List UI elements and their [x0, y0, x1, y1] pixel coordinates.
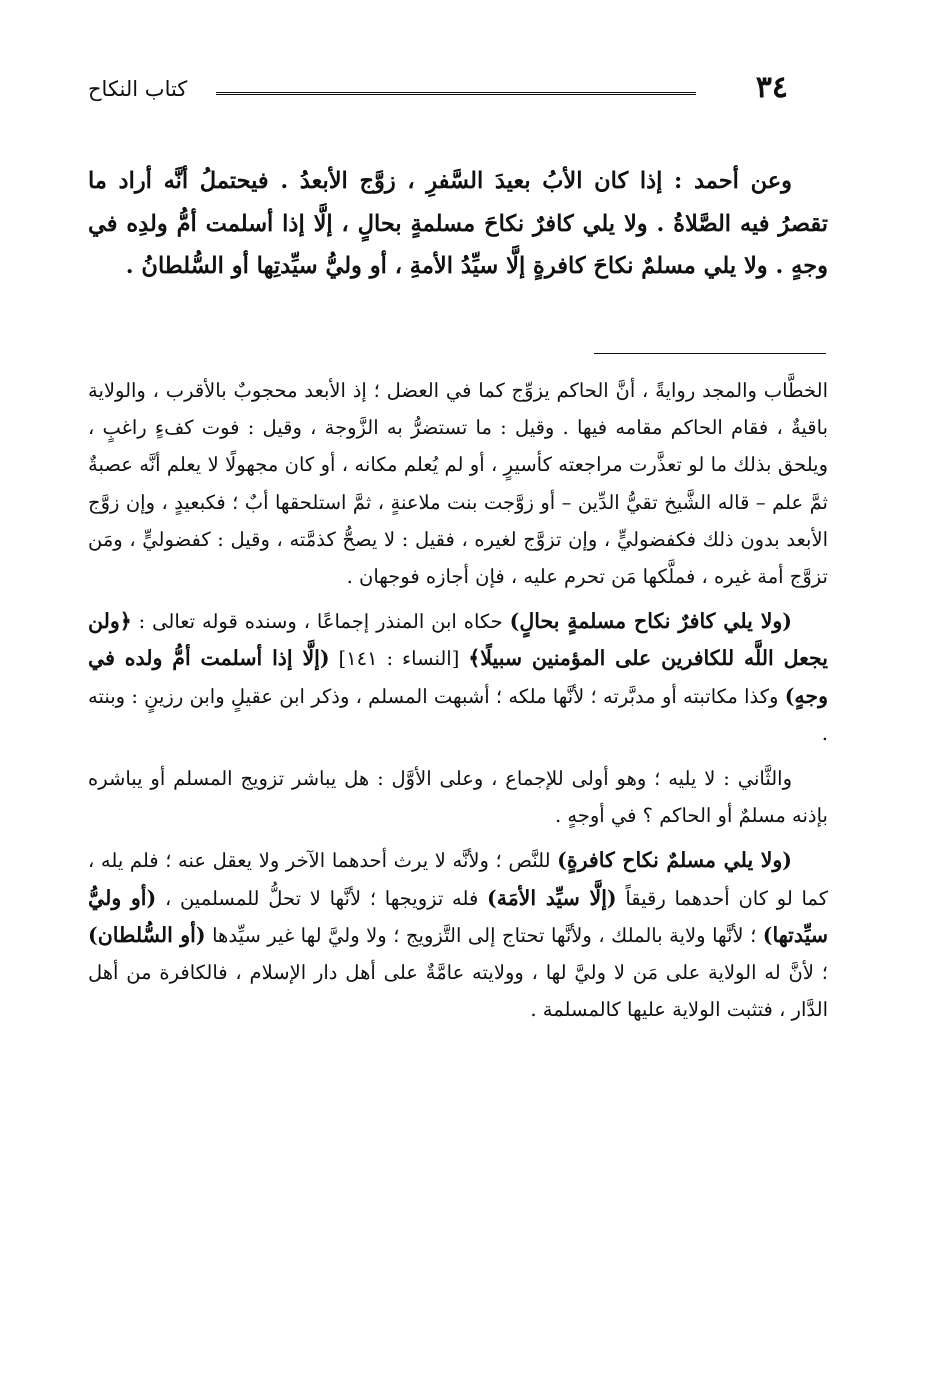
quoted-matn: (ولا يلي مسلمٌ نكاح كافرةٍ) — [557, 848, 792, 873]
quoted-matn: (أو السُّلطان) — [88, 922, 206, 947]
commentary-text: الخطَّاب والمجد روايةً ، أنَّ الحاكم يزوِّج كما في العضل ؛ إذ الأبعد محجوبٌ بالأقرب ، والولاية باقيةٌ ، فقام الحاكم مقامه فيها . وقيل : ما تستضرُّ به الزَّوجة ، وقيل : فوت كفءٍ راغبٍ ، ويلحق بذلك ما لو تعذَّرت مراجعته كأسيرٍ ، أو لم يُعلم مكانه ، أو كان مجهولًا لا يعلم أنَّه عصبةٌ ثمَّ علم – قاله الشَّيخ تقيُّ الدِّين – أو زوَّجت بنت ملاعنةٍ ، ثمَّ استلحقها أبٌ ؛ فكبعيدٍ ، وإن زوَّج الأبعد بدون ذلك فكفضوليٍّ ، وإن تزوَّج لغيره ، فقيل : لا يصحُّ كذمَّته ، وقيل : كفضوليٍّ ، ومَن تزوَّج أمة غيره ، فملَّكها مَن تحرم عليه ، فإن أجازه فوجهان . — [88, 379, 828, 589]
commentary-paragraph — [88, 760, 828, 834]
commentary-text: فله تزويجها ؛ لأنَّها لا تحلُّ للمسلمين ، — [156, 886, 487, 910]
commentary-separator — [594, 353, 826, 354]
commentary-text: للنَّص ؛ ولأنَّه لا يرث أحدهما الآخر ولا يعقل عنه ؛ فلم يله ، كما لو كان أحدهما رقيقاً — [88, 849, 828, 910]
header-rule — [216, 92, 696, 97]
page-number: ٣٤ — [755, 70, 788, 105]
quoted-matn: (إلَّا إذا أسلمت أمُّ ولده في وجهٍ) — [88, 646, 828, 708]
commentary-paragraph — [88, 372, 828, 595]
running-title: كتاب النكاح — [88, 77, 188, 101]
quoted-matn: (أو وليُّ سيِّدتها) — [88, 885, 829, 947]
commentary-text: ؛ لأنَّها ولاية بالملك ، ولأنَّها تحتاج إلى التَّزويج ؛ ولا وليَّ لها غير سيِّدها — [205, 923, 763, 947]
matn-text: وعن أحمد : إذا كان الأبُ بعيدَ السَّفرِ ، زوَّج الأبعدُ . فيحتملُ أنَّه أراد ما تقصرُ فيه الصَّلاةُ . ولا يلي كافرٌ نكاحَ مسلمةٍ بحالٍ ، إلَّا إذا أسلمت أمُّ ولدِه في وجهٍ . ولا يلي مسلمٌ نكاحَ كافرةٍ إلَّا سيِّدُ الأمةِ ، أو وليُّ سيِّدتِها أو السُّلطانُ . — [88, 168, 828, 279]
quran-verse: ﴿ولن يجعل اللَّه للكافرين على المؤمنين سبيلًا﴾ — [88, 609, 828, 671]
commentary-text: حكاه ابن المنذر إجماعًا ، وسنده قوله تعالى : — [131, 610, 510, 634]
commentary-text: ؛ لأنَّ له الولاية على مَن لا وليَّ لها ، وولايته عامَّةٌ على أهل دار الإسلام ، فالكافرة من أهل الدَّار ، فتثبت الولاية عليها كالمسلمة . — [88, 961, 828, 1022]
quoted-matn: (ولا يلي كافرٌ نكاح مسلمةٍ بحالٍ) — [509, 609, 792, 634]
commentary-paragraph — [88, 603, 828, 752]
verse-reference: [النساء : ١٤١] — [329, 647, 469, 671]
commentary-text: وكذا مكاتبته أو مدبَّرته ؛ لأنَّها ملكه ؛ أشبهت المسلم ، وذكر ابن عقيلٍ وابن رزينٍ : وبنته . — [88, 684, 828, 745]
commentary — [88, 372, 828, 1036]
commentary-text: والثَّاني : لا يليه ؛ وهو أولى للإجماع ، وعلى الأوَّل : هل يباشر تزويج المسلم أو يباشره بإذنه مسلمٌ أو الحاكم ؟ في أوجهٍ . — [88, 767, 828, 828]
commentary-paragraph — [88, 842, 828, 1028]
quoted-matn: (إلَّا سيِّد الأمَة) — [487, 885, 617, 910]
page-header — [88, 70, 788, 110]
